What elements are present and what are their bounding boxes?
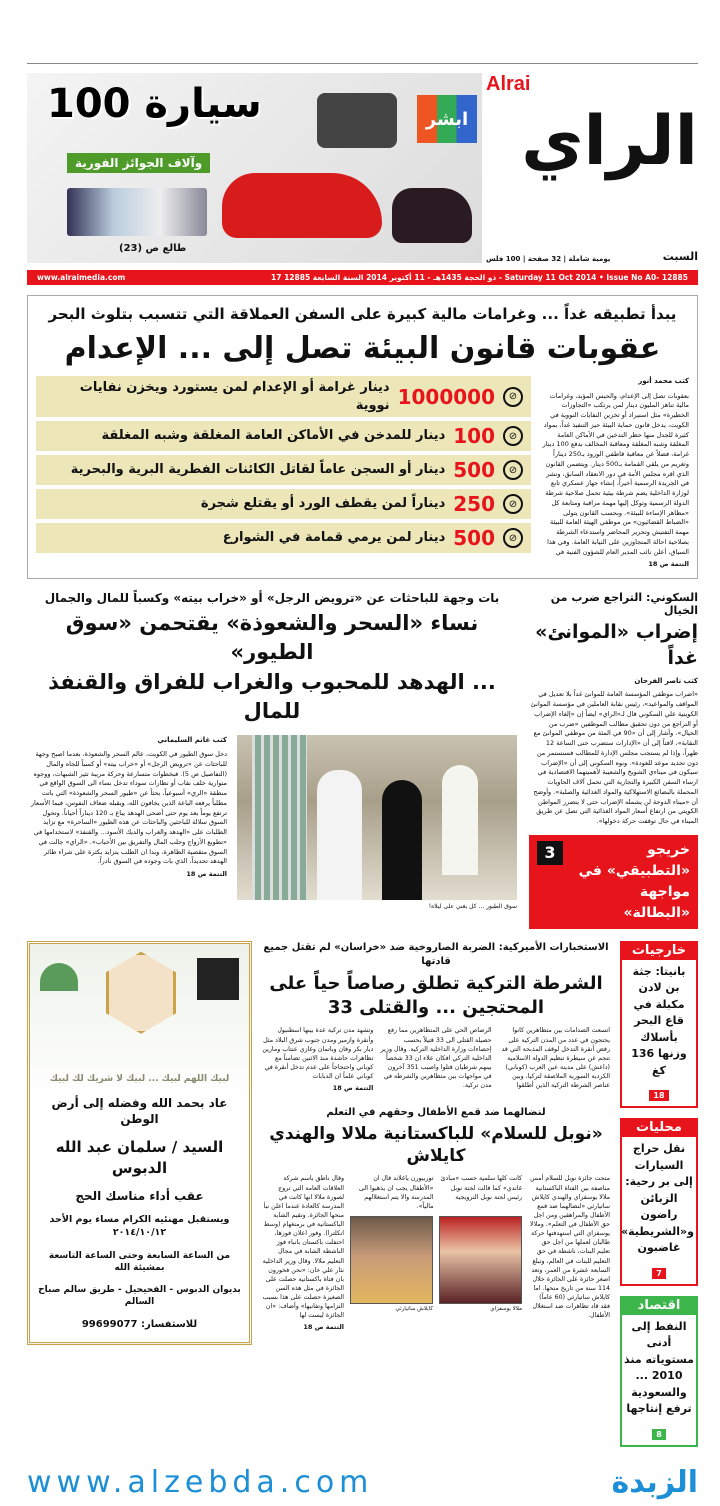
no-picking-flowers-icon: ⊘ [503, 494, 523, 514]
talbiya: لبيك اللهم لبيك ... لبيك لا شريك لك لبيك [49, 1073, 230, 1084]
watermark-url: www.alzebda.com [27, 1464, 374, 1500]
promo-page-number: 3 [537, 841, 563, 865]
teaser-text: النفط إلى أدنى مستوياته منذ 2010 ... والسعودية ترفع إنتاجها [624, 1319, 694, 1416]
fine-amount: 500 [453, 458, 495, 483]
watermark-logo: الزبدة [611, 1464, 698, 1500]
no-hunting-icon: ⊘ [503, 460, 523, 480]
ports-byline: كتب ناصر الفرحان [634, 677, 698, 686]
birds-kicker: بات وجهة للباحثات عن «ترويض الرجل» أو «خراب بيته» وكسباً للمال والجمال [44, 591, 500, 605]
fine-amount: 500 [453, 526, 495, 551]
red-car-image [222, 173, 382, 238]
nobel-kicker: لنضالهما ضد قمع الأطفال وحقهم في التعلم [326, 1106, 546, 1118]
teaser-text: نقل حراج السيارات إلى بر رحية: الزبائن راضون و«الشريطية» غاضبون [621, 1142, 694, 1255]
website-link[interactable]: www.alraimedia.com [37, 273, 126, 282]
promo-box[interactable] [529, 835, 698, 929]
ad-tagline: وآلاف الجوائز الفورية [67, 153, 210, 173]
turkey-col: الرصاص الحي على المتظاهرين مما رفع حصيلة القتلى الى 33 قتيلاً بحسب إحصاءات وزارة الداخلية التركية. وقال وزير الداخلية التركي افكان علاء ان 33 شخصاً بينهم شرطيان قتلوا واصيب 351 آخرون في مواجهات بين متظاهرين والشرطة في مدن تركية. [380, 1027, 492, 1090]
nobel-col-2: كانت كلها سلمية حسب «مبادئ غاندي» كما قالت لجنة نوبل رئيس لجنة نوبل النرويجية [440, 1175, 522, 1201]
kailash-caption: كايلاش ساتيارثي [395, 1305, 433, 1312]
turkey-headline[interactable]: الشرطة التركية تطلق رصاصاً حياً على المحتجين ... والقتلى 33 [269, 972, 603, 1019]
nobel-story [262, 1106, 610, 1333]
date-bar [27, 270, 698, 285]
no-littering-icon: ⊘ [503, 528, 523, 548]
page-number: 7 [652, 1268, 666, 1279]
fine-row [36, 421, 531, 451]
sidebar-box-0[interactable] [620, 941, 698, 1109]
turkey-body [262, 1026, 610, 1093]
fines-list [36, 376, 531, 557]
electronics-image [67, 188, 207, 236]
second-section [27, 591, 698, 929]
nobel-col-1: منحت جائزة نوبل للسلام أمس مناصفة بين الفتاة الباكستانية ملالا يوسفزاي والهندي كايلاش ساتيارثي «لنضالهما ضد قمع الأطفال والمراهقين ومن اجل حق الأطفال في التعلم». وملالا يوسفزاي التي استهدفتها حركة طالبان لعملها من اجل حق تعليم البنات، ناشطة في حق التعليم للبنات في العالم، وتبلغ السابعة عشرة من العمر، وتعد اصغر حائزة على الجائزة خلال 114 سنة من تاريخ منحها. اما كايلاش ساتيارثي (60 عاماً) فقد قاد تظاهرات ضد استغلال الأطفال. [530, 1175, 610, 1320]
ports-col-1: «اضراب موظفي المؤسسة العامة للموانئ غداً بلا تعديل في المواقف والمواعيد»، رئيس نقابة العاملين في مؤسسة الموانئ الكويتية علي السكوني قال لـ«الراي» ايضاً إن «إلغاء الإضراب أو التراجع من دون تحقيق مطالب الموظفين «ضرب من الخيال». وأشار إلى أن «90 في المئة من موظفي الموانئ مع النقابة»، لافتاً إلى أن «الإدارات ستضرب حتى الساعة 12 ظهراً، وإذا لم يستجب مجلس الإدارة [530, 690, 698, 757]
suv-image [317, 93, 397, 148]
ad-line-4: من الساعة السابعة وحتى الساعة التاسعة بمشيئة الله [48, 1250, 231, 1273]
birds-headline-2: ... الهدهد للمحبوب والغراب للفراق والقنفذ للمال [48, 669, 496, 724]
nobel-col-4: وقال ناطق باسم شركة العلاقات العامة التي تروج لصورة ملالا انها كانت في المدرسة كالعادة عندما اعلن نبأ منحها الجائزة. وتقيم الشابة الباكستانية في برمنغهام (وسط انكلترا). وفور اعلان فوزها، احتفلت باكستان بانباء فوز الناشطة الشابة في مجال التعليم ملالا. وقال وزير الداخلية نثار علي خان: «نحن فخورون بان فتاة باكستانية حصلت على الجائزة في مثل هذه السن الصغيرة حصلت على هذا بسبب التزامها وتفانيها» وأضاف: «ان الجائزة ليست لها [262, 1175, 344, 1320]
logo-english: Alrai [486, 73, 531, 95]
turkey-col: وتشهد مدن تركية عدة بينها اسطنبول وأنقرة وازمير ومدن جنوب شرق البلاد مثل ديار بكر وفان وباتمان وغازي عنتاب ومارين تظاهرات حاشدة منذ الاثنين تضامناً مع كوباني واحتجاجاً على عدم تدخل أنقرة في كوباني علماً ان الدبابات [262, 1027, 374, 1080]
birds-body [27, 735, 227, 880]
malala-photo [439, 1216, 522, 1304]
logo-arabic: الراي [521, 102, 698, 181]
ports-col-2: للمطالب فسنستمر من دون تحديد موعد للعودة». ونوه السكوني إلى أن «الإضراب سيكون في ميناءي الشويخ والشعيبة لأهميتهما الاقتصادية في ارساء السفن الكبيرة والتجارية التي تحمل آلاف الحاويات المحملة بالبضائع الاستهلاكية والمواد الغذائية والصلبة». وأوضح أن «ميناء الدوحة لن يشمله الإضراب حتى لا يتضرر المواطن الكويتي من ارتفاع أسعار المواد الغذائية التي تصل عن طريق الميناء في حال توقفت حركة دخولها». [533, 748, 698, 826]
ad-line-2: عقب أداء مناسك الحج [75, 1188, 204, 1203]
teaser-text: بانيتا: جثة بن لادن مكبلة في قاع البحر بأسلاك وزنها 136 كغ [631, 964, 687, 1077]
ports-kicker: السكوني: التراجع ضرب من الخيال [550, 591, 698, 617]
fine-amount: 250 [453, 492, 495, 517]
masthead [27, 73, 698, 263]
lead-headline[interactable]: عقوبات قانون البيئة تصل إلى ... الإعدام [64, 331, 661, 366]
contact-number: 99699077 [81, 1319, 138, 1331]
fine-text: دينار أو السجن عاماً لقاتل الكائنات الفطرية البرية والبحرية [70, 462, 446, 478]
ports-story [529, 591, 698, 929]
edition-meta: يومية شاملة | 32 صفحة | 100 فلس [486, 255, 611, 263]
continued-link[interactable]: التتمة ص 18 [303, 1323, 344, 1332]
turkey-col: اتسعت الصدامات بين متظاهرين كانوا يحتجون في عدد من المدن التركية على رفض أنقرة التدخل لوقف المذبحة التي قد تنجم عن سيطرة تنظيم الدولة الاسلامية (داعش) على مدينة عين العرب (كوباني) الكردية السورية الملاصقة لتركيا، وبين عناصر الشرطة التركية الذين أطلقوا [501, 1027, 610, 1090]
nuclear-waste-icon: ⊘ [503, 387, 523, 407]
no-smoking-icon: ⊘ [503, 426, 523, 446]
fine-text: دينار لمن يرمي قمامة في الشوارع [222, 530, 446, 546]
fine-row [36, 489, 531, 519]
turkey-kicker: الاستخبارات الأميركية: الضربة الصاروخية ضد «خراسان» لم تقتل جميع قادتها [263, 941, 609, 967]
byline: كتب محمد أنور [638, 377, 689, 385]
ad-headline: 100 سيارة [47, 81, 262, 127]
kailash-photo [350, 1216, 433, 1304]
birds-story [27, 591, 517, 910]
ad-contact [36, 1318, 243, 1332]
fine-row [36, 455, 531, 485]
nobel-headline[interactable]: «نوبل للسلام» للباكستانية ملالا والهندي كايلاش [269, 1123, 603, 1167]
section-label: اقتصاد [622, 1296, 696, 1315]
nobel-col-3: توربيورن ياغلاند قال ان «الأطفال يجب ان يذهبوا الى المدرسة والا يتم استغلالهم مالياً». [359, 1175, 434, 1210]
top-rule [27, 63, 698, 64]
photo-caption: سوق الطيور ... كل يغني على ليلاه! [428, 902, 517, 910]
footer [27, 1465, 698, 1506]
newspaper-page [27, 63, 698, 1506]
hajj-return-ad [27, 941, 252, 1345]
fine-amount: 100 [453, 424, 495, 449]
promo-text: خريجو «التطبيقي» في مواجهة «البطالة» [578, 841, 690, 921]
sidebar-box-1[interactable] [620, 1118, 698, 1286]
fine-row [36, 376, 531, 417]
contact-label: للاستفسار: [141, 1319, 198, 1331]
ad-brand: ابشر [417, 95, 477, 143]
ad-line-3: ويستقبل مهنئيه الكرام مساء يوم الأحد ٢٠١٤/١٠/١٢ [49, 1213, 230, 1238]
ad-line-1: عاد بحمد الله وفضله إلى أرض الوطن [51, 1095, 228, 1127]
fine-row [36, 523, 531, 553]
section-label: خارجيات [622, 941, 696, 960]
fine-text: ديناراً لمن يقطف الورد أو يقتلع شجرة [200, 496, 446, 512]
sidebar [620, 941, 698, 1457]
fine-amount: 1000000 [397, 384, 495, 409]
lead-story-box [27, 295, 698, 579]
page-number: 8 [652, 1429, 666, 1440]
lead-kicker: يبدأ تطبيقه غداً ... وغرامات مالية كبيرة على السفن العملاقة التي تتسبب بتلوث البحر [48, 305, 677, 323]
ad-page-ref: طالع ص (23) [119, 243, 187, 254]
ports-headline[interactable]: إضراب «الموانئ» غداً [535, 621, 698, 669]
continued-link[interactable]: التتمة ص 18 [648, 560, 689, 569]
third-section [27, 941, 698, 1457]
bird-market-photo [237, 735, 517, 900]
portrait-photo [106, 952, 176, 1034]
malala-caption: ملالا يوسفزاي [490, 1305, 522, 1312]
fine-text: دينار للمدخن في الأماكن العامة المغلقة وشبه المغلقة [101, 428, 446, 444]
birds-text: دخل سوق الطيور في الكويت، عالم السحر والشعوذة، بعدما اصبح وجهة للباحثات عن «ترويض الرجل» أو «خراب بيته» أو كسباً للجاه والمال (التفاصيل ص 5). فبخطوات متسارعة وحركة مريبة تثير الشبهات، ووجوه متوارية خلف نقاب أو نظارات سوداء تدخل نساء الى السوق الواقع في منطقة «الري» أسبوعياً، بحثاً عن «طيور السحر والشعوذة» التي باتت مطلباً يرفعه الباعة الذين يخافون الله، ويقبله ضعاف النفوس، فيما الأسعار ترتفع يوماً بعد يوم حتى أضحى الهدهد يباع بـ 120 ديناراً أحياناً. وتحول السوق سلالة للباحثين والباحثات عن هذه الطيور «الساحرة» مع تزايد الطلبات على «الهدهد والغراب والديك الأسود... والقنفذ» لاستخدامها في «تطويع الأزواج وجلب المال والتفريق بين الأحباب». «الراي» جالت في السوق متقصية الظاهرة، وبدا ان الطلب يتزايد بكثرة على شراء طائر الهدهد تحديداً، الذي بات وجوده في السوق نادراً. [30, 750, 227, 866]
masthead-logo [486, 73, 698, 263]
lead-text: بعقوبات تصل إلى الإعدام، والحبس المؤبد، وغرامات مالية تناهز المليون دينار لمن يرتكب «التجاوزات الخطيرة» مثل استيراد أو تخزين النفايات النووية في الكويت، يدخل قانون حماية البيئة حيز التنفيذ غداً، بمواد كثيرة للجدل منها حظر التدخين في الأماكن العامة المغلقة وشبه المغلقة ومعاقبة المخالف بدفع 100 دينار غرامة، فضلاً عن معاقبة قاطفي الورود بـ250 ديناراً وتغريم من يلقي القمامة بـ500 دينار. ويتضمن القانون الذي اقره مجلس الأمة في دور الانعقاد السابق، ونشر في الجريدة الرسمية أخيراً، إنشاء جهاز عسكري تابع لوزارة الداخلية يضم شرطة بيئية تحمل صلاحية شرطة الدولة الرسمية وتوكل إليها مهمة مراقبة ومتابعة كل «مظاهر الإساءة للبيئة». وبحسب القانون يتولى «الضباط القضائيون» من موظفي الهيئة العامة للبيئة مهمة التفتيش وتحرير المحاضر واستدعاء الشرطة بصلاحية احالة المتجاوزين على النيابة العامة. وفي هذا السياق، أعلن نائب المدير العام للشؤون الفنية في [542, 391, 689, 556]
birds-headline[interactable] [27, 609, 517, 727]
dark-car-image [392, 188, 472, 243]
lead-body [541, 376, 689, 570]
center-column [262, 941, 610, 1333]
birds-headline-1: نساء «السحر والشعوذة» يقتحمن «سوق الطيور» [65, 611, 479, 665]
page-number: 18 [649, 1090, 668, 1101]
ad-line-5: بديوان الدبوس - الفحيحيل - طريق سالم صباح السالم [38, 1284, 241, 1308]
continued-link[interactable]: التتمة ص 18 [332, 1084, 374, 1093]
mosque-dome-image [40, 963, 78, 991]
sidebar-box-2[interactable] [620, 1296, 698, 1447]
kaaba-image [197, 958, 239, 1000]
banner-ad[interactable] [27, 73, 482, 263]
dateline: 17 ذو الحجة 1435هـ - 11 أكتوبر 2014 السنة السابعة 12885 - Saturday 11 Oct 2014 • Issue No A0- 12885 [271, 273, 688, 282]
birds-byline: كتب غانم السليماني [157, 735, 227, 744]
ad-name: السيد / سلمان عبد الله الدبوس [55, 1138, 224, 1177]
fine-text: دينار غرامة أو الإعدام لمن يستورد ويخزن نفايات نووية [79, 380, 390, 413]
weekday: السبت [662, 250, 698, 263]
continued-link[interactable]: التتمة ص 18 [186, 870, 227, 879]
section-label: محليات [622, 1118, 696, 1137]
